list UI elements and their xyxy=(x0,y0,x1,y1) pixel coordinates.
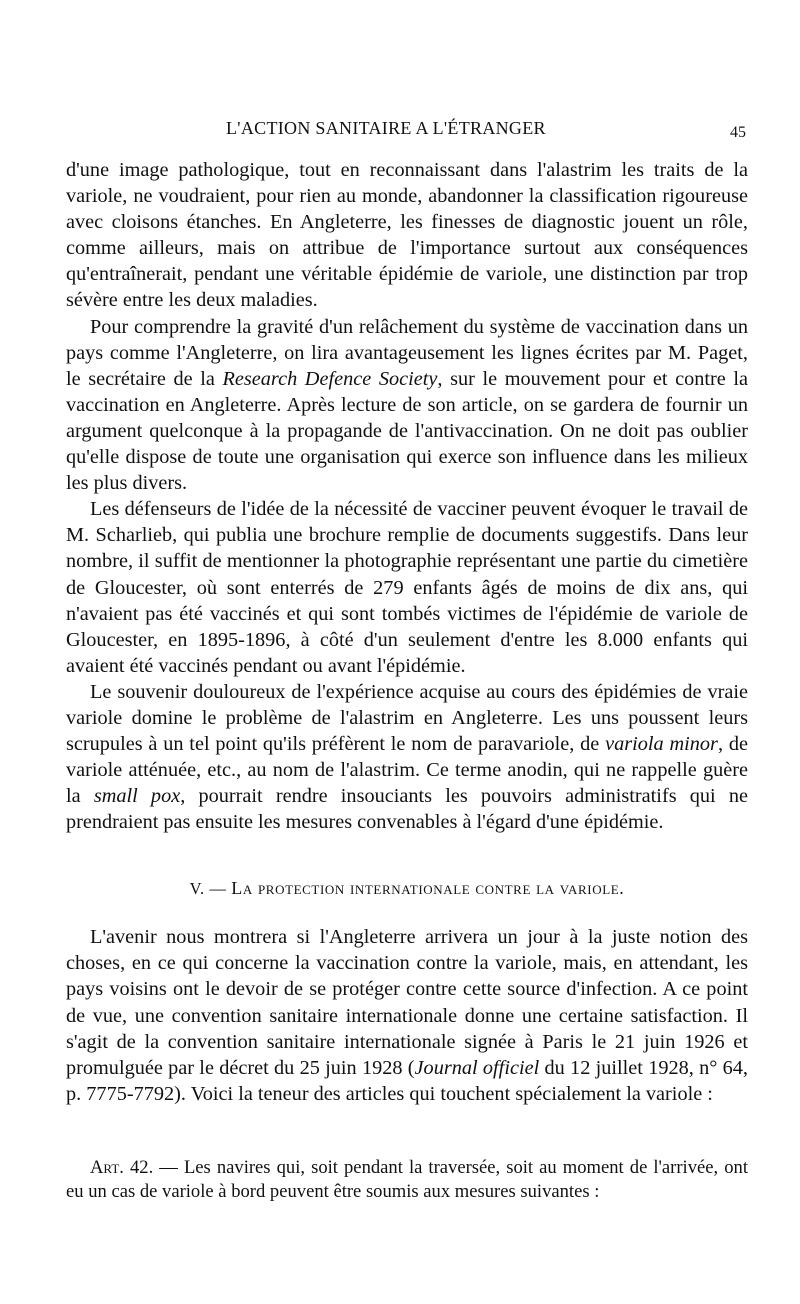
paragraph-4 xyxy=(66,679,748,836)
paragraph-2 xyxy=(66,314,748,497)
section-title: La protection internationale contre la variole. xyxy=(231,878,625,898)
paragraph-2-text-b: , sur le mouvement pour et contre la vaccination en Angleterre. Après lecture de son article, on se gardera de fournir un argument quelconque à la propagande de l'antivaccination. On ne doit pas oublier qu'elle dispose de toute une organisation qui exerce son influence dans les milieux les plus divers. xyxy=(66,367,748,495)
article-42 xyxy=(66,1156,748,1203)
section-heading xyxy=(66,878,748,899)
term-small-pox: small pox xyxy=(93,785,181,808)
paragraph-3: Les défenseurs de l'idée de la nécessité de vacciner peuvent évoquer le travail de M. Scharlieb, qui publia une brochure remplie de documents suggestifs. Dans leur nombre, il suffit de mentionner la photographie représentant une partie du cimetière de Gloucester, où sont enterrés de 279 enfants âgés de moins de dix ans, qui n'avaient pas été vaccinés et qui sont tombés victimes de l'épidémie de variole de Gloucester, en 1895-1896, à côté d'un seulement d'entre les 8.000 enfants qui avaient été vaccinés pendant ou avant l'épidémie. xyxy=(66,498,748,677)
section-paragraph xyxy=(66,924,748,1107)
journal-officiel: Journal officiel xyxy=(414,1057,540,1080)
paragraph-2-text-a: Pour comprendre la gravité d'un relâchement du système de vaccination dans un pays comme l'Angleterre, on lira avantageusement les lignes écrites par M. Paget, le secrétaire de la xyxy=(66,315,748,390)
paragraph-1: d'une image pathologique, tout en reconnaissant dans l'alastrim les traits de la variole, ne voudraient, pour rien au monde, abandonner la classification rigoureuse avec cloisons étanches. En Angleterre, les finesses de diagnostic jouent un rôle, comme ailleurs, mais on attribue de l'importance surtout aux conséquences qu'entraînerait, pendant une véritable épidémie de variole, une distinction par trop sévère entre les deux maladies. xyxy=(66,159,748,312)
paragraph-4-text-c: , pourrait rendre insouciants les pouvoirs administratifs qui ne prendraient pas ensuite les mesures convenables à l'égard d'une épidémie. xyxy=(66,785,748,834)
section-paragraph-text-b: du 12 juillet 1928, n° 64, p. 7775-7792). Voici la teneur des articles qui touchent spécialement la variole : xyxy=(66,1057,748,1106)
page-number: 45 xyxy=(730,124,746,141)
term-variola-minor: variola minor xyxy=(605,733,718,756)
article-label: Art. 42. xyxy=(90,1157,154,1178)
paragraph-4-text-a: Le souvenir douloureux de l'expérience acquise au cours des épidémies de vraie variole domine le problème de l'alastrim en Angleterre. Les uns poussent leurs scrupules à un tel point qu'ils préfèrent le nom de paravariole, de xyxy=(66,680,748,756)
section-text xyxy=(66,924,748,1107)
article-paragraph xyxy=(66,1156,748,1203)
section-paragraph-text-a: L'avenir nous montrera si l'Angleterre arrivera un jour à la juste notion des choses, en ce qui concerne la vaccination contre la variole, mais, en attendant, les pays voisins ont le devoir de se protéger contre cette source d'infection. A ce point de vue, une convention sanitaire internationale donne une certaine satisfaction. Il s'agit de la convention sanitaire internationale signée à Paris le 21 juin 1926 et promulguée par le décret du 25 juin 1928 ( xyxy=(66,926,748,1080)
society-name: Research Defence Society xyxy=(222,367,438,390)
article-text: — Les navires qui, soit pendant la traversée, soit au moment de l'arrivée, ont eu un cas de variole à bord peuvent être soumis aux mesures suivantes : xyxy=(66,1157,748,1202)
paragraph-4-text-b: , de variole atténuée, etc., au nom de l'alastrim. Ce terme anodin, qui ne rappelle guère la xyxy=(66,733,748,808)
page-header xyxy=(66,118,750,148)
running-head: L'ACTION SANITAIRE A L'ÉTRANGER xyxy=(226,118,546,138)
main-text xyxy=(66,157,748,835)
section-number: V. — xyxy=(189,879,227,898)
